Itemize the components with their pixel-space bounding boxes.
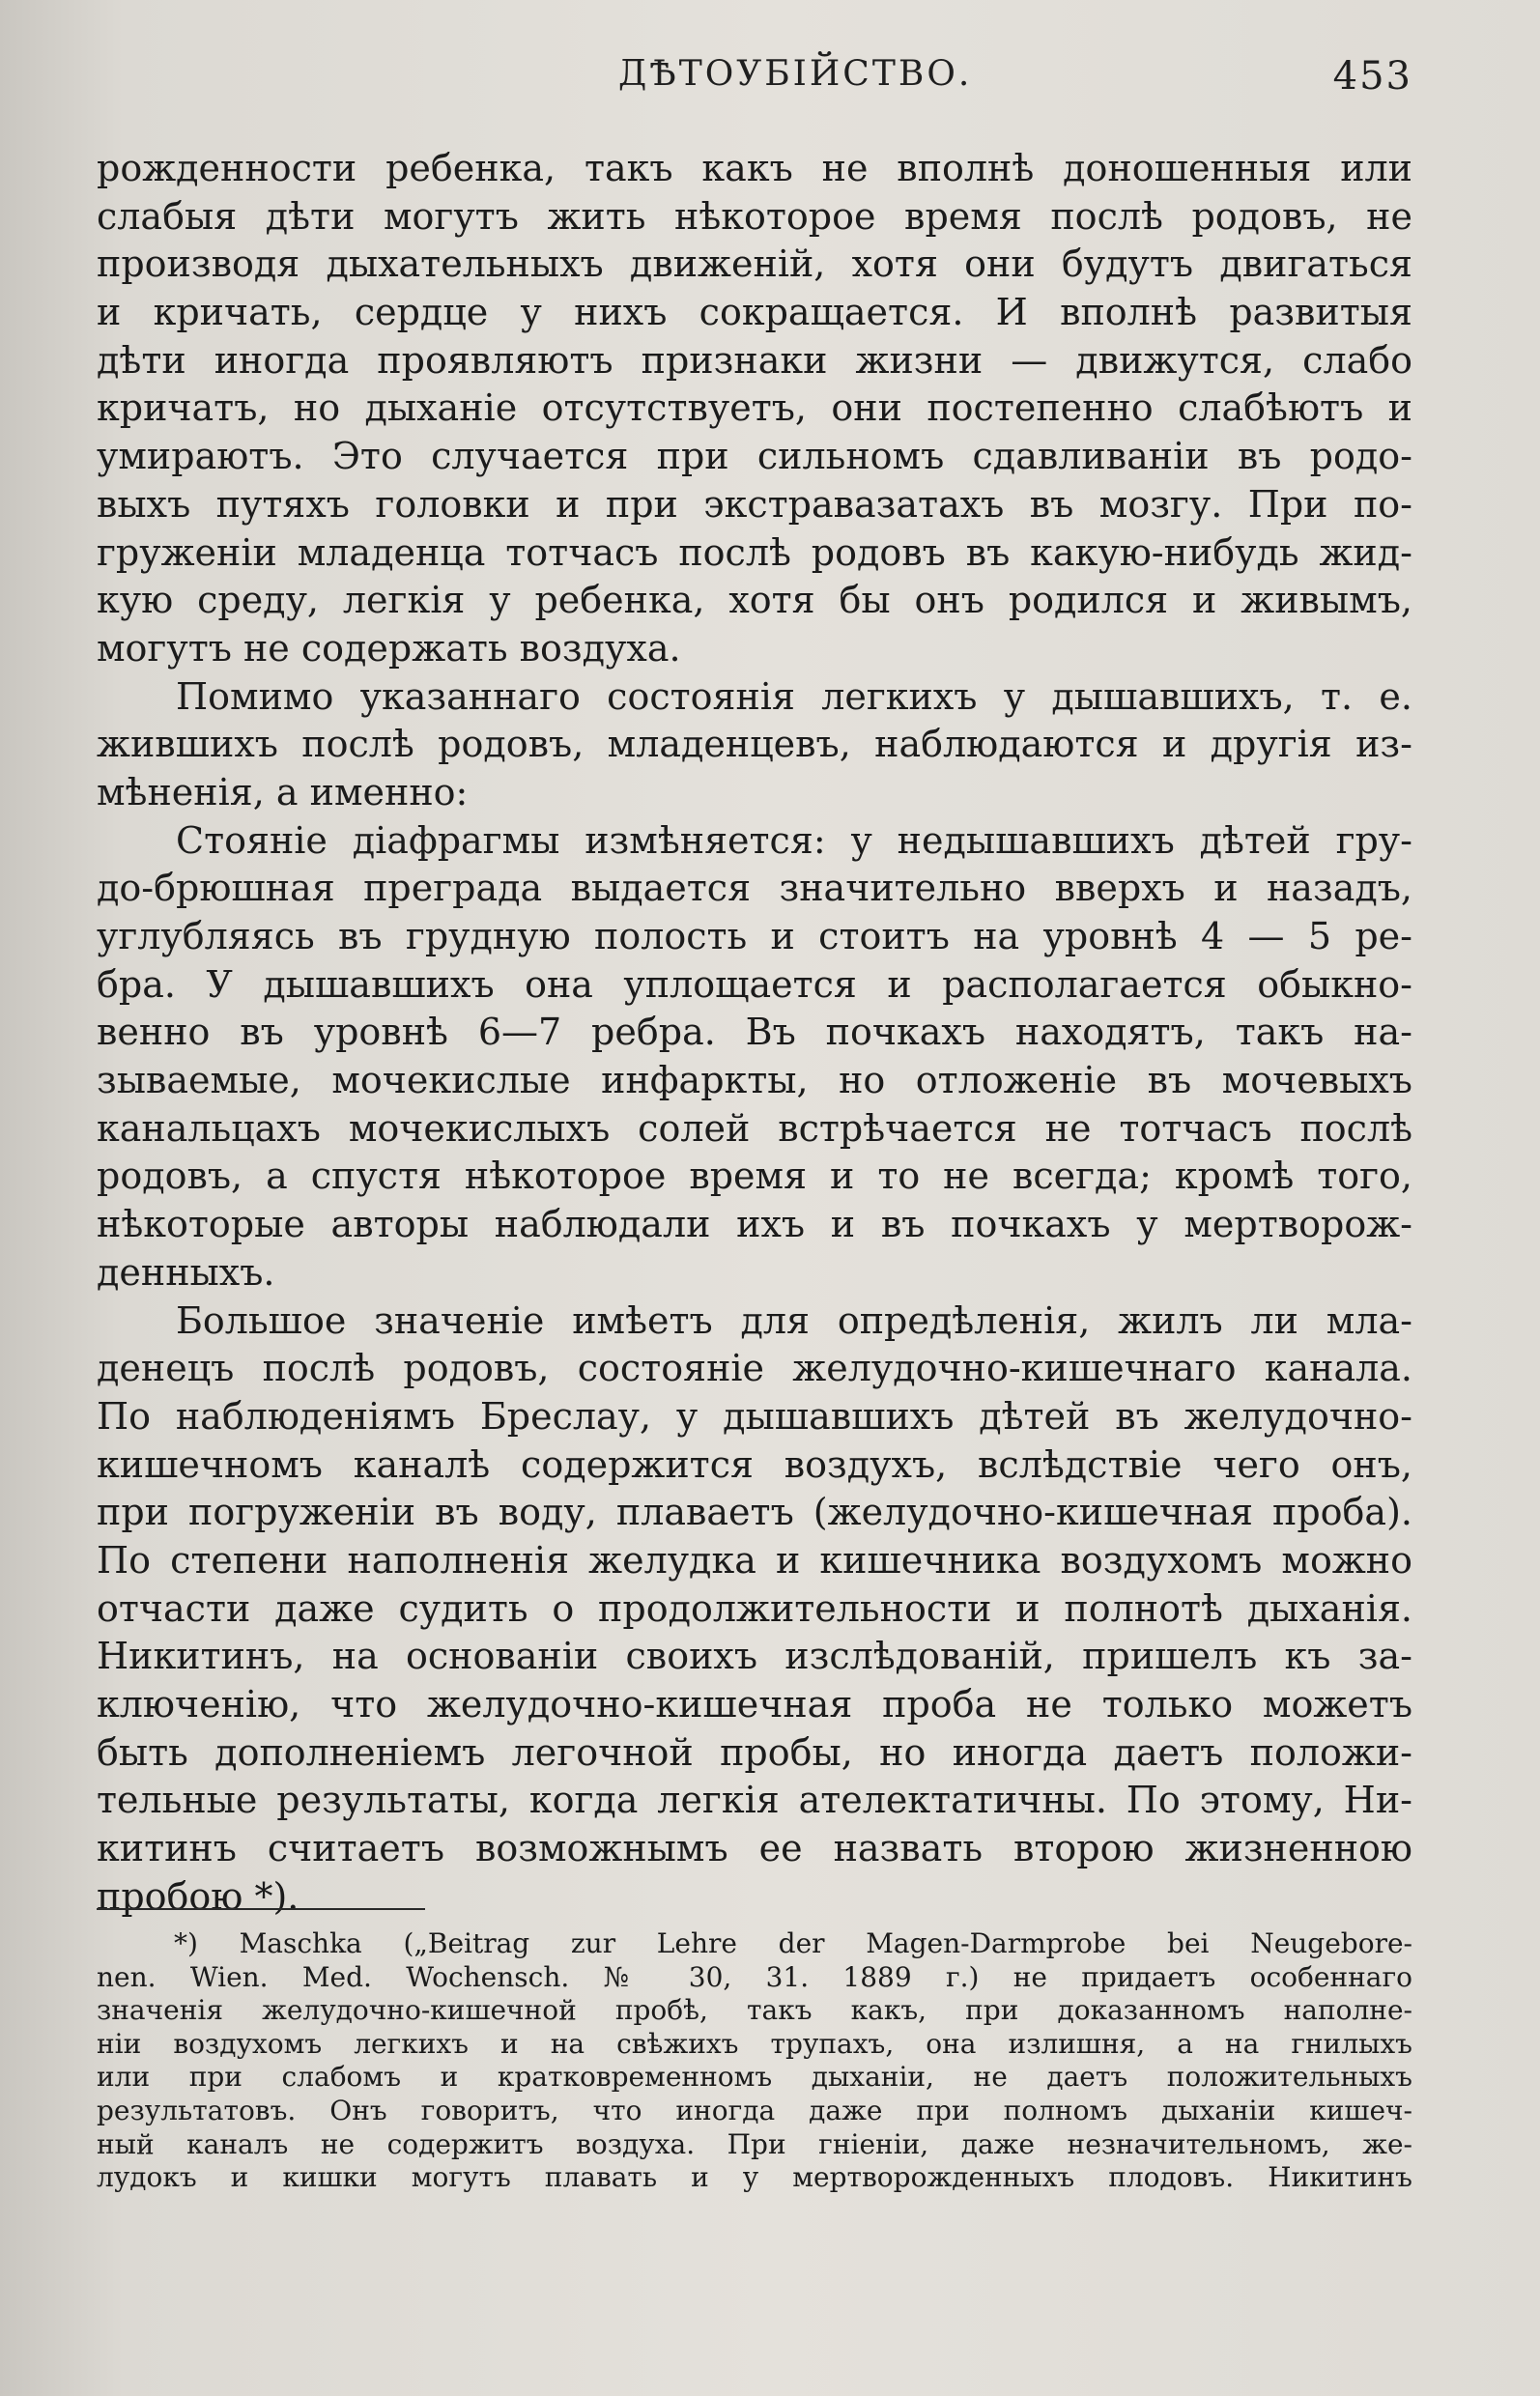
text-line: бра. У дышавшихъ она уплощается и располагается обыкно- — [97, 962, 1412, 1006]
running-head: ДѢТОУБІЙСТВО. — [618, 54, 973, 94]
text-line: канальцахъ мочекислыхъ солей встрѣчается не тотчасъ послѣ — [97, 1106, 1412, 1150]
text-line: углубляясь въ грудную полость и стоитъ на уровнѣ 4 — 5 ре- — [97, 915, 1412, 957]
text-line: груженіи младенца тотчасъ послѣ родовъ въ какую-нибудь жид- — [97, 530, 1412, 574]
text-line: слабыя дѣти могутъ жить нѣкоторое время послѣ родовъ, не — [97, 194, 1412, 238]
text-line: дѣти иногда проявляютъ признаки жизни — движутся, слабо — [97, 338, 1412, 382]
text-line: при погруженіи въ воду, плаваетъ (желудочно-кишечная проба). — [97, 1491, 1412, 1534]
text-line: По наблюденіямъ Бреслау, у дышавшихъ дѣтей въ желудочно- — [97, 1394, 1412, 1438]
text-line: Стояніе діафрагмы измѣняется: у недышавшихъ дѣтей гру- — [176, 818, 1412, 862]
text-line: тельные результаты, когда легкія ателектатичны. По этому, Ни- — [97, 1779, 1412, 1822]
text-line: быть дополненіемъ легочной пробы, но иногда даетъ положи- — [97, 1730, 1412, 1774]
text-line: пробою *). — [97, 1874, 299, 1918]
text-line: Большое значеніе имѣетъ для опредѣленія, жилъ ли мла- — [176, 1298, 1412, 1342]
text-line: зываемые, мочекислые инфаркты, но отложеніе въ мочевыхъ — [97, 1059, 1412, 1102]
footnote-rule — [97, 1908, 425, 1910]
text-line: умираютъ. Это случается при сильномъ сдавливаніи въ родо- — [97, 435, 1412, 478]
text-line: ключенію, что желудочно-кишечная проба не только можетъ — [97, 1683, 1412, 1726]
main-text — [97, 145, 1412, 1921]
text-line: Помимо указаннаго состоянія легкихъ у дышавшихъ, т. е. — [176, 674, 1412, 718]
page-header — [97, 54, 1412, 112]
text-line: венно въ уровнѣ 6—7 ребра. Въ почкахъ находятъ, такъ на- — [97, 1011, 1412, 1054]
text-line: выхъ путяхъ головки и при экстравазатахъ въ мозгу. При по- — [97, 482, 1412, 526]
footnote-line: результатовъ. Онъ говоритъ, что иногда даже при полномъ дыханіи кишеч- — [97, 2094, 1412, 2126]
footnote-line: значенія желудочно-кишечной пробѣ, такъ какъ, при доказанномъ наполне- — [97, 1994, 1412, 2027]
footnote-line: ный каналъ не содержитъ воздуха. При гніеніи, даже незначительномъ, же- — [97, 2127, 1412, 2160]
footnote — [97, 1927, 1412, 2195]
text-line: кую среду, легкія у ребенка, хотя бы онъ родился и живымъ, — [97, 579, 1412, 622]
text-line: денецъ послѣ родовъ, состояніе желудочно-кишечнаго канала. — [97, 1347, 1412, 1390]
page-number: 453 — [1332, 54, 1412, 99]
text-line: По степени наполненія желудка и кишечника воздухомъ можно — [97, 1538, 1412, 1582]
text-line: могутъ не содержать воздуха. — [97, 626, 681, 670]
text-line: до-брюшная преграда выдается значительно вверхъ и назадъ, — [97, 867, 1412, 910]
footnote-line: ніи воздухомъ легкихъ и на свѣжихъ трупахъ, она излишня, а на гнилыхъ — [97, 2027, 1412, 2060]
text-line: и кричать, сердце у нихъ сокращается. И вполнѣ развитыя — [97, 291, 1412, 334]
footnote-line: *) Maschka („Beitrag zur Lehre der Magen-Darmprobe bei Neugebore- — [174, 1927, 1412, 1959]
text-line: жившихъ послѣ родовъ, младенцевъ, наблюдаются и другія из- — [97, 723, 1412, 766]
text-line: кричатъ, но дыханіе отсутствуетъ, они постепенно слабѣютъ и — [97, 386, 1412, 430]
footnote-line: лудокъ и кишки могутъ плавать и у мертворожденныхъ плодовъ. Никитинъ — [97, 2161, 1412, 2194]
text-line: китинъ считаетъ возможнымъ ее назвать второю жизненною — [97, 1827, 1412, 1870]
text-line: мѣненія, а именно: — [97, 770, 469, 813]
footnote-line: nen. Wien. Med. Wochensch. № 30, 31. 1889 г.) не придаетъ особеннаго — [97, 1960, 1412, 1993]
text-line: отчасти даже судить о продолжительности и полнотѣ дыханія. — [97, 1586, 1412, 1630]
text-line: нѣкоторые авторы наблюдали ихъ и въ почкахъ у мертворож- — [97, 1203, 1412, 1246]
text-line: денныхъ. — [97, 1250, 275, 1294]
footnote-line: или при слабомъ и кратковременномъ дыханіи, не даетъ положительныхъ — [97, 2061, 1412, 2094]
text-line: рожденности ребенка, такъ какъ не вполнѣ доношенныя или — [97, 147, 1412, 189]
text-line: кишечномъ каналѣ содержится воздухъ, вслѣдствіе чего онъ, — [97, 1442, 1412, 1486]
text-line: родовъ, а спустя нѣкоторое время и то не всегда; кромѣ того, — [97, 1155, 1412, 1198]
text-line: Никитинъ, на основаніи своихъ изслѣдованій, пришелъ къ за- — [97, 1635, 1412, 1678]
text-line: производя дыхательныхъ движеній, хотя они будутъ двигаться — [97, 242, 1412, 286]
